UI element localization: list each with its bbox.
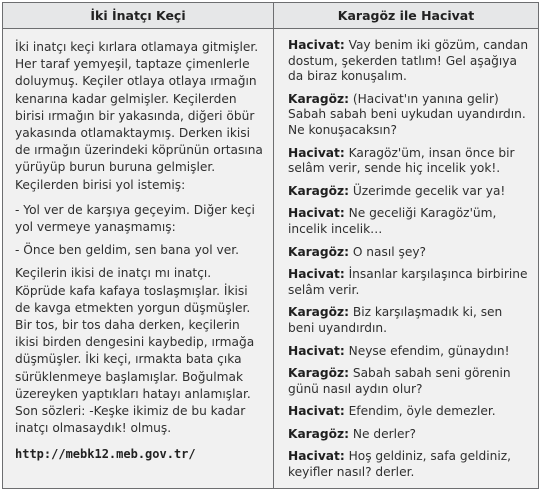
speaker-name: Hacivat: bbox=[288, 343, 345, 358]
dialogue-text: İnsanlar karşılaşınca birbirine selâm verir. bbox=[288, 267, 528, 297]
dialogue-line bbox=[288, 267, 532, 298]
dialogue-line bbox=[288, 245, 532, 261]
dialogue-text: Üzerimde gecelik var ya! bbox=[352, 183, 506, 198]
speaker-name: Hacivat: bbox=[288, 267, 345, 282]
comparison-table bbox=[2, 2, 539, 489]
speaker-name: Karagöz: bbox=[288, 366, 349, 381]
dialogue-text: Efendim, öyle demezler. bbox=[348, 404, 496, 419]
dialogue-line bbox=[288, 146, 532, 177]
speaker-name: Hacivat: bbox=[288, 404, 345, 419]
dialogue-line bbox=[288, 38, 532, 85]
story-paragraph-4: Keçilerin ikisi de inatçı mı inatçı. Köprüde kafa kafaya toslaşmışlar. İkisi de kavga etmekten yorgun düşmüşler. Bir tos, bir tos daha derken, keçilerin ikisi birden dengesini kaybedip, ırmağa düşmüşler. İki keçi, ırmakta bata çıka sürüklenmeye başlamışlar. Boğulmak üzereyken yaptıkları hatayı anlamışlar. Son sözleri: -Keşke ikimiz de bu kadar inatçı olmasaydık! olmuş. bbox=[15, 266, 255, 436]
left-column-body bbox=[3, 29, 273, 461]
dialogue-line bbox=[288, 184, 532, 200]
speaker-name: Hacivat: bbox=[288, 206, 345, 221]
dialogue-text: O nasıl şey? bbox=[352, 244, 427, 259]
dialogue-text: Sabah sabah seni görenin günü nasıl aydın olur? bbox=[288, 366, 511, 396]
speaker-name: Karagöz: bbox=[288, 426, 349, 441]
dialogue-line bbox=[288, 449, 532, 480]
dialogue-text: Vay benim iki gözüm, candan dostum, şekerden tatlım! Gel aşağıya da biraz konuşalım. bbox=[288, 38, 529, 84]
dialogue-text: Neyse efendim, günaydın! bbox=[348, 343, 510, 358]
dialogue-line bbox=[288, 206, 532, 237]
speaker-name: Hacivat: bbox=[288, 145, 345, 160]
speaker-name: Karagöz: bbox=[288, 183, 349, 198]
dialogue-text: Ne derler? bbox=[352, 426, 416, 441]
right-column-title: Karagöz ile Hacivat bbox=[274, 3, 538, 29]
dialogue-line bbox=[288, 344, 532, 360]
dialogue-text: Karagöz'üm, insan önce bir selâm verir, sende hiç incelik yok!. bbox=[288, 145, 515, 176]
dialogue-text: Ne geceliği Karagöz'üm, incelik incelik… bbox=[288, 206, 497, 236]
dialogue-text: (Hacivat'ın yanına gelir) Sabah sabah beni uykudan uyandırdın. Ne konuşacaksın? bbox=[288, 91, 526, 137]
dialogue-text: Biz karşılaşmadık ki, sen beni uyandırdın. bbox=[288, 305, 503, 335]
left-column bbox=[3, 3, 274, 488]
left-column-title: İki İnatçı Keçi bbox=[3, 3, 273, 29]
dialogue-line bbox=[288, 427, 532, 443]
dialogue-line bbox=[288, 366, 532, 397]
dialogue-line bbox=[288, 92, 532, 139]
story-paragraph-2: - Yol ver de karşıya geçeyim. Diğer keçi yol vermeye yanaşmamış: bbox=[15, 202, 255, 235]
speaker-name: Hacivat: bbox=[288, 449, 345, 464]
right-column bbox=[274, 3, 538, 488]
dialogue-text: Hoş geldiniz, safa geldiniz, keyifler nasıl? derler. bbox=[288, 449, 511, 480]
speaker-name: Hacivat: bbox=[288, 38, 345, 52]
dialogue-line bbox=[288, 404, 532, 420]
speaker-name: Karagöz: bbox=[288, 244, 349, 259]
speaker-name: Karagöz: bbox=[288, 91, 349, 106]
dialogue-list bbox=[274, 29, 538, 481]
source-url: http://mebk12.meb.gov.tr/ bbox=[15, 447, 196, 462]
speaker-name: Karagöz: bbox=[288, 305, 349, 320]
story-paragraph-1: İki inatçı keçi kırlara otlamaya gitmişler. Her taraf yemyeşil, taptaze çimenlerle doluymuş. Keçiler otlaya otlaya ırmağın kenarına kadar gelmişler. Keçilerden birisi ırmağın bir yakasında, diğeri öbür yakasında otlamaktaymış. Derken ikisi de ırmağın üzerindeki köprünün ortasına yürüyüp burun buruna gelmişler. Keçilerden birisi yol istemiş: bbox=[15, 40, 263, 192]
dialogue-line bbox=[288, 305, 532, 336]
story-paragraph-3: - Önce ben geldim, sen bana yol ver. bbox=[15, 243, 239, 258]
